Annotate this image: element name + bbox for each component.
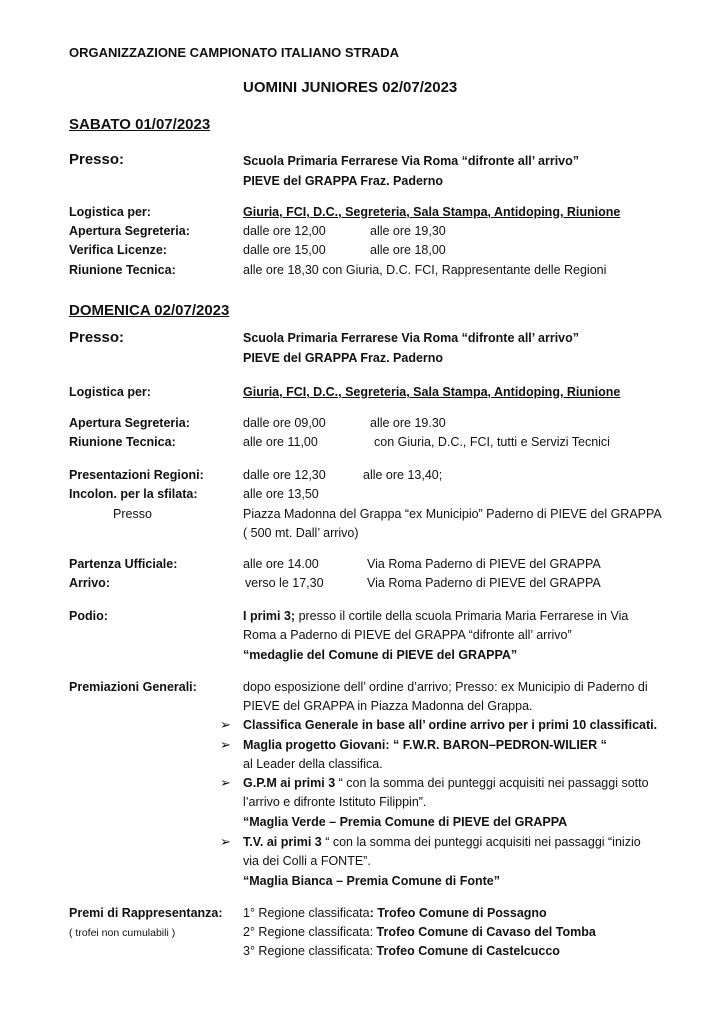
bullet-tv-rest: “ con la somma dei punteggi acquisiti nei passaggi “inizio [321, 835, 641, 849]
sabato-presso-label: Presso: [69, 151, 125, 168]
regione-1-label: 1° Regione classificata [243, 906, 370, 920]
bullet-gpm-line2: l’arrivo e difronte Istituto Filippin”. [243, 795, 427, 809]
bullet-tv-line3: “Maglia Bianca – Premia Comune di Fonte” [243, 874, 501, 888]
presentazioni-label: Presentazioni Regioni: [69, 468, 204, 482]
presso2-line1: Piazza Madonna del Grappa “ex Municipio” Paderno di PIEVE del GRAPPA [243, 507, 662, 521]
bullet-tv-line2: via dei Colli a FONTE”. [243, 854, 371, 868]
sabato-verifica-from: dalle ore 15,00 [243, 243, 326, 257]
sabato-presso-line1: Scuola Primaria Ferrarese Via Roma “difronte all’ arrivo” [243, 154, 580, 168]
regione-1-trofeo: : Trofeo Comune di Possagno [369, 906, 547, 920]
org-title: ORGANIZZAZIONE CAMPIONATO ITALIANO STRADA [69, 45, 400, 60]
regione-2-label: 2° Regione classificata: [243, 925, 374, 939]
podio-line2: Roma a Paderno di PIEVE del GRAPPA “difronte all’ arrivo” [243, 628, 572, 642]
arrivo-time: verso le 17,30 [245, 576, 324, 590]
incolon-label: Incolon. per la sfilata: [69, 487, 198, 501]
bullet-arrow-icon: ➢ [220, 737, 231, 752]
bullet-gpm [243, 776, 649, 790]
arrivo-label: Arrivo: [69, 576, 110, 590]
regione-3-trofeo: Trofeo Comune di Castelcucco [373, 944, 560, 958]
partenza-label: Partenza Ufficiale: [69, 557, 178, 571]
sabato-apertura-to: alle ore 19,30 [370, 224, 446, 238]
bullet-gpm-line3: “Maglia Verde – Premia Comune di PIEVE del GRAPPA [243, 815, 568, 829]
premiazioni-label: Premiazioni Generali: [69, 680, 197, 694]
bullet-tv [243, 835, 641, 849]
bullet-arrow-icon: ➢ [220, 834, 231, 849]
bullet-arrow-icon: ➢ [220, 775, 231, 790]
domenica-riunione-label: Riunione Tecnica: [69, 435, 176, 449]
bullet-maglia-giovani: Maglia progetto Giovani: “ F.W.R. BARON–PEDRON-WILIER “ [243, 738, 607, 752]
incolon-value: alle ore 13,50 [243, 487, 319, 501]
podio-line3: “medaglie del Comune di PIEVE del GRAPPA” [243, 648, 518, 662]
regione-3 [243, 944, 560, 958]
sabato-riunione-value: alle ore 18,30 con Giuria, D.C. FCI, Rappresentante delle Regioni [243, 263, 607, 277]
bullet-tv-title: T.V. ai primi 3 [243, 835, 322, 849]
bullet-classifica: Classifica Generale in base all’ ordine arrivo per i primi 10 classificati. [243, 718, 658, 732]
partenza-time: alle ore 14.00 [243, 557, 319, 571]
domenica-riunione-time: alle ore 11,00 [243, 435, 318, 449]
rappresentanza-note: ( trofei non cumulabili ) [69, 927, 176, 939]
sabato-presso-line2: PIEVE del GRAPPA Fraz. Paderno [243, 174, 444, 188]
domenica-presso-line1: Scuola Primaria Ferrarese Via Roma “difronte all’ arrivo” [243, 331, 580, 345]
presso2-line2: ( 500 mt. Dall’ arrivo) [243, 526, 359, 540]
regione-3-label: 3° Regione classificata: [243, 944, 374, 958]
domenica-apertura-to: alle ore 19.30 [370, 416, 446, 430]
domenica-logistica-value: Giuria, FCI, D.C., Segreteria, Sala Stampa, Antidoping, Riunione [243, 385, 621, 399]
sabato-apertura-from: dalle ore 12,00 [243, 224, 326, 238]
domenica-presso-line2: PIEVE del GRAPPA Fraz. Paderno [243, 351, 444, 365]
sabato-logistica-label: Logistica per: [69, 205, 151, 219]
podio-line1-rest: presso il cortile della scuola Primaria Maria Ferrarese in Via [295, 609, 629, 623]
domenica-apertura-label: Apertura Segreteria: [69, 416, 190, 430]
presso2-label: Presso [113, 507, 152, 521]
sabato-verifica-to: alle ore 18,00 [370, 243, 446, 257]
presentazioni-from: dalle ore 12,30 [243, 468, 326, 482]
sabato-title: SABATO 01/07/2023 [69, 116, 211, 133]
regione-2 [243, 925, 596, 939]
premiazioni-line2: PIEVE del GRAPPA in Piazza Madonna del Grappa. [243, 699, 533, 713]
podio-line1 [243, 609, 628, 623]
podio-primi: I primi 3; [243, 609, 296, 623]
sabato-verifica-label: Verifica Licenze: [69, 243, 167, 257]
sabato-logistica-value: Giuria, FCI, D.C., Segreteria, Sala Stampa, Antidoping, Riunione [243, 205, 621, 219]
domenica-riunione-with: con Giuria, D.C., FCI, tutti e Servizi Tecnici [374, 435, 610, 449]
regione-2-trofeo: Trofeo Comune di Cavaso del Tomba [373, 925, 596, 939]
bullet-gpm-rest: “ con la somma dei punteggi acquisiti nei passaggi sotto [335, 776, 649, 790]
podio-label: Podio: [69, 609, 108, 623]
bullet-arrow-icon: ➢ [220, 717, 231, 732]
rappresentanza-label: Premi di Rappresentanza: [69, 906, 223, 920]
category-title: UOMINI JUNIORES 02/07/2023 [243, 79, 458, 96]
bullet-gpm-title: G.P.M ai primi 3 [243, 776, 336, 790]
arrivo-place: Via Roma Paderno di PIEVE del GRAPPA [367, 576, 601, 590]
sabato-riunione-label: Riunione Tecnica: [69, 263, 176, 277]
domenica-logistica-label: Logistica per: [69, 385, 151, 399]
presentazioni-to: alle ore 13,40; [363, 468, 443, 482]
regione-1 [243, 906, 547, 920]
domenica-title: DOMENICA 02/07/2023 [69, 302, 230, 319]
domenica-apertura-from: dalle ore 09,00 [243, 416, 326, 430]
sabato-apertura-label: Apertura Segreteria: [69, 224, 190, 238]
bullet-maglia-giovani-line2: al Leader della classifica. [243, 757, 383, 771]
domenica-presso-label: Presso: [69, 329, 125, 346]
premiazioni-line1: dopo esposizione dell’ ordine d’arrivo; Presso: ex Municipio di Paderno di [243, 680, 648, 694]
partenza-place: Via Roma Paderno di PIEVE del GRAPPA [367, 557, 601, 571]
